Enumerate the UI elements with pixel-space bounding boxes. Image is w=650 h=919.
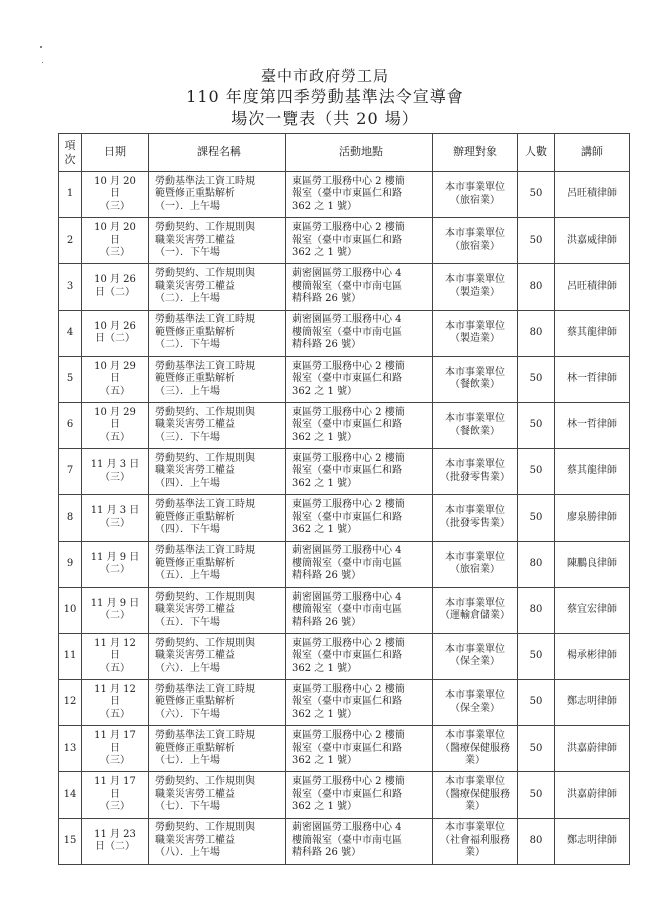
row-target: 本市事業單位 （旅宿業） xyxy=(433,172,518,218)
table-row xyxy=(59,726,630,772)
row-lecturer: 楊承彬律師 xyxy=(555,633,630,679)
row-location: 東區勞工服務中心 2 樓簡 報室（臺中市東區仁和路 362 之 1 號） xyxy=(286,356,433,402)
row-date: 10 月 20 日 （三） xyxy=(82,172,149,218)
row-target: 本市事業單位 （醫療保健服務 業） xyxy=(433,772,518,818)
table-row xyxy=(59,264,630,310)
row-lecturer: 蔡其龍律師 xyxy=(555,310,630,356)
header-course: 課程名稱 xyxy=(149,134,286,172)
header-lecturer: 講師 xyxy=(555,134,630,172)
row-lecturer: 洪嘉蔚律師 xyxy=(555,726,630,772)
row-target: 本市事業單位 （醫療保健服務 業） xyxy=(433,726,518,772)
row-location: 東區勞工服務中心 2 樓簡 報室（臺中市東區仁和路 362 之 1 號） xyxy=(286,172,433,218)
row-no: 2 xyxy=(59,218,82,264)
row-location: 莿密園區勞工服務中心 4 樓簡報室（臺中市南屯區 精科路 26 號） xyxy=(286,818,433,864)
table-header-row xyxy=(59,134,630,172)
row-no: 8 xyxy=(59,495,82,541)
row-count: 50 xyxy=(518,680,555,726)
row-course: 勞動基準法工資工時規 範暨修正重點解析 （一）．上午場 xyxy=(149,172,286,218)
row-lecturer: 呂旺積律師 xyxy=(555,172,630,218)
row-count: 50 xyxy=(518,633,555,679)
row-course: 勞動基準法工資工時規 範暨修正重點解析 （二）．下午場 xyxy=(149,310,286,356)
row-course: 勞動契約、工作規則與 職業災害勞工權益 （七）．下午場 xyxy=(149,772,286,818)
row-date: 10 月 26 日（二） xyxy=(82,310,149,356)
table-row xyxy=(59,356,630,402)
row-target: 本市事業單位 （旅宿業） xyxy=(433,218,518,264)
document-title: 110 年度第四季勞動基準法令宣導會 xyxy=(186,87,464,106)
row-count: 50 xyxy=(518,726,555,772)
table-row xyxy=(59,633,630,679)
schedule-table xyxy=(58,133,630,865)
row-lecturer: 陳鵬良律師 xyxy=(555,541,630,587)
row-course: 勞動基準法工資工時規 範暨修正重點解析 （三）．上午場 xyxy=(149,356,286,402)
row-location: 東區勞工服務中心 2 樓簡 報室（臺中市東區仁和路 362 之 1 號） xyxy=(286,402,433,448)
row-date: 10 月 26 日（二） xyxy=(82,264,149,310)
row-count: 50 xyxy=(518,772,555,818)
table-row xyxy=(59,541,630,587)
header-location: 活動地點 xyxy=(286,134,433,172)
table-row xyxy=(59,818,630,864)
row-lecturer: 林一哲律師 xyxy=(555,402,630,448)
header-count: 人數 xyxy=(518,134,555,172)
row-target: 本市事業單位 （製造業） xyxy=(433,264,518,310)
row-count: 80 xyxy=(518,587,555,633)
row-course: 勞動契約、工作規則與 職業災害勞工權益 （三）．下午場 xyxy=(149,402,286,448)
table-row xyxy=(59,449,630,495)
row-no: 12 xyxy=(59,680,82,726)
row-location: 莿密園區勞工服務中心 4 樓簡報室（臺中市南屯區 精科路 26 號） xyxy=(286,264,433,310)
row-date: 11 月 9 日 （二） xyxy=(82,587,149,633)
row-target: 本市事業單位 （餐飲業） xyxy=(433,356,518,402)
row-date: 11 月 9 日 （二） xyxy=(82,541,149,587)
row-date: 10 月 29 日 （五） xyxy=(82,402,149,448)
row-target: 本市事業單位 （運輸倉儲業） xyxy=(433,587,518,633)
row-location: 東區勞工服務中心 2 樓簡 報室（臺中市東區仁和路 362 之 1 號） xyxy=(286,218,433,264)
row-location: 東區勞工服務中心 2 樓簡 報室（臺中市東區仁和路 362 之 1 號） xyxy=(286,495,433,541)
row-lecturer: 廖泉勝律師 xyxy=(555,495,630,541)
row-date: 10 月 20 日 （三） xyxy=(82,218,149,264)
row-lecturer: 林一哲律師 xyxy=(555,356,630,402)
document-subtitle: 場次一覽表（共 20 場） xyxy=(231,109,419,128)
row-count: 50 xyxy=(518,402,555,448)
row-no: 15 xyxy=(59,818,82,864)
header-target: 辦理對象 xyxy=(433,134,518,172)
row-no: 7 xyxy=(59,449,82,495)
row-lecturer: 洪嘉蔚律師 xyxy=(555,772,630,818)
row-lecturer: 蔡其龍律師 xyxy=(555,449,630,495)
row-no: 9 xyxy=(59,541,82,587)
row-lecturer: 鄭志明律師 xyxy=(555,680,630,726)
row-location: 東區勞工服務中心 2 樓簡 報室（臺中市東區仁和路 362 之 1 號） xyxy=(286,633,433,679)
row-no: 4 xyxy=(59,310,82,356)
table-row xyxy=(59,772,630,818)
row-date: 11 月 12 日 （五） xyxy=(82,680,149,726)
row-date: 10 月 29 日 （五） xyxy=(82,356,149,402)
row-count: 50 xyxy=(518,172,555,218)
row-count: 80 xyxy=(518,818,555,864)
row-no: 5 xyxy=(59,356,82,402)
row-no: 13 xyxy=(59,726,82,772)
row-location: 東區勞工服務中心 2 樓簡 報室（臺中市東區仁和路 362 之 1 號） xyxy=(286,726,433,772)
table-row xyxy=(59,587,630,633)
row-no: 3 xyxy=(59,264,82,310)
table-row xyxy=(59,310,630,356)
row-course: 勞動基準法工資工時規 範暨修正重點解析 （五）．上午場 xyxy=(149,541,286,587)
row-count: 50 xyxy=(518,218,555,264)
row-target: 本市事業單位 （保全業） xyxy=(433,633,518,679)
row-location: 莿密園區勞工服務中心 4 樓簡報室（臺中市南屯區 精科路 26 號） xyxy=(286,541,433,587)
row-count: 80 xyxy=(518,264,555,310)
row-course: 勞動契約、工作規則與 職業災害勞工權益 （二）．上午場 xyxy=(149,264,286,310)
table-row xyxy=(59,402,630,448)
table-body xyxy=(59,172,630,865)
row-target: 本市事業單位 （製造業） xyxy=(433,310,518,356)
row-count: 50 xyxy=(518,356,555,402)
row-course: 勞動基準法工資工時規 範暨修正重點解析 （四）．下午場 xyxy=(149,495,286,541)
scan-speck xyxy=(42,62,43,63)
row-location: 東區勞工服務中心 2 樓簡 報室（臺中市東區仁和路 362 之 1 號） xyxy=(286,680,433,726)
row-course: 勞動契約、工作規則與 職業災害勞工權益 （五）．下午場 xyxy=(149,587,286,633)
row-target: 本市事業單位 （批發零售業） xyxy=(433,449,518,495)
header-date: 日期 xyxy=(82,134,149,172)
row-course: 勞動基準法工資工時規 範暨修正重點解析 （六）．下午場 xyxy=(149,680,286,726)
table-row xyxy=(59,218,630,264)
table-row xyxy=(59,495,630,541)
row-date: 11 月 23 日（二） xyxy=(82,818,149,864)
row-location: 莿密園區勞工服務中心 4 樓簡報室（臺中市南屯區 精科路 26 號） xyxy=(286,587,433,633)
row-course: 勞動契約、工作規則與 職業災害勞工權益 （四）．上午場 xyxy=(149,449,286,495)
row-date: 11 月 12 日 （五） xyxy=(82,633,149,679)
row-course: 勞動契約、工作規則與 職業災害勞工權益 （八）．上午場 xyxy=(149,818,286,864)
row-lecturer: 呂旺積律師 xyxy=(555,264,630,310)
row-target: 本市事業單位 （社會福利服務 業） xyxy=(433,818,518,864)
row-date: 11 月 3 日 （三） xyxy=(82,495,149,541)
header-no: 項 次 xyxy=(59,134,82,172)
row-target: 本市事業單位 （旅宿業） xyxy=(433,541,518,587)
row-date: 11 月 3 日 （三） xyxy=(82,449,149,495)
row-location: 東區勞工服務中心 2 樓簡 報室（臺中市東區仁和路 362 之 1 號） xyxy=(286,772,433,818)
table-row xyxy=(59,680,630,726)
row-count: 50 xyxy=(518,495,555,541)
row-location: 東區勞工服務中心 2 樓簡 報室（臺中市東區仁和路 362 之 1 號） xyxy=(286,449,433,495)
row-count: 80 xyxy=(518,310,555,356)
row-no: 6 xyxy=(59,402,82,448)
issuer-title: 臺中市政府勞工局 xyxy=(260,67,389,85)
row-no: 10 xyxy=(59,587,82,633)
row-count: 50 xyxy=(518,449,555,495)
row-lecturer: 鄭志明律師 xyxy=(555,818,630,864)
row-date: 11 月 17 日 （三） xyxy=(82,726,149,772)
row-lecturer: 洪嘉威律師 xyxy=(555,218,630,264)
row-no: 1 xyxy=(59,172,82,218)
row-location: 莿密園區勞工服務中心 4 樓簡報室（臺中市南屯區 精科路 26 號） xyxy=(286,310,433,356)
row-target: 本市事業單位 （餐飲業） xyxy=(433,402,518,448)
row-target: 本市事業單位 （批發零售業） xyxy=(433,495,518,541)
table-row xyxy=(59,172,630,218)
row-course: 勞動契約、工作規則與 職業災害勞工權益 （一）．下午場 xyxy=(149,218,286,264)
row-course: 勞動基準法工資工時規 範暨修正重點解析 （七）．上午場 xyxy=(149,726,286,772)
row-lecturer: 蔡宜宏律師 xyxy=(555,587,630,633)
row-count: 80 xyxy=(518,541,555,587)
row-no: 11 xyxy=(59,633,82,679)
row-no: 14 xyxy=(59,772,82,818)
row-date: 11 月 17 日 （三） xyxy=(82,772,149,818)
scan-speck xyxy=(40,46,42,48)
row-target: 本市事業單位 （保全業） xyxy=(433,680,518,726)
title-block xyxy=(0,66,650,130)
row-course: 勞動契約、工作規則與 職業災害勞工權益 （六）．上午場 xyxy=(149,633,286,679)
